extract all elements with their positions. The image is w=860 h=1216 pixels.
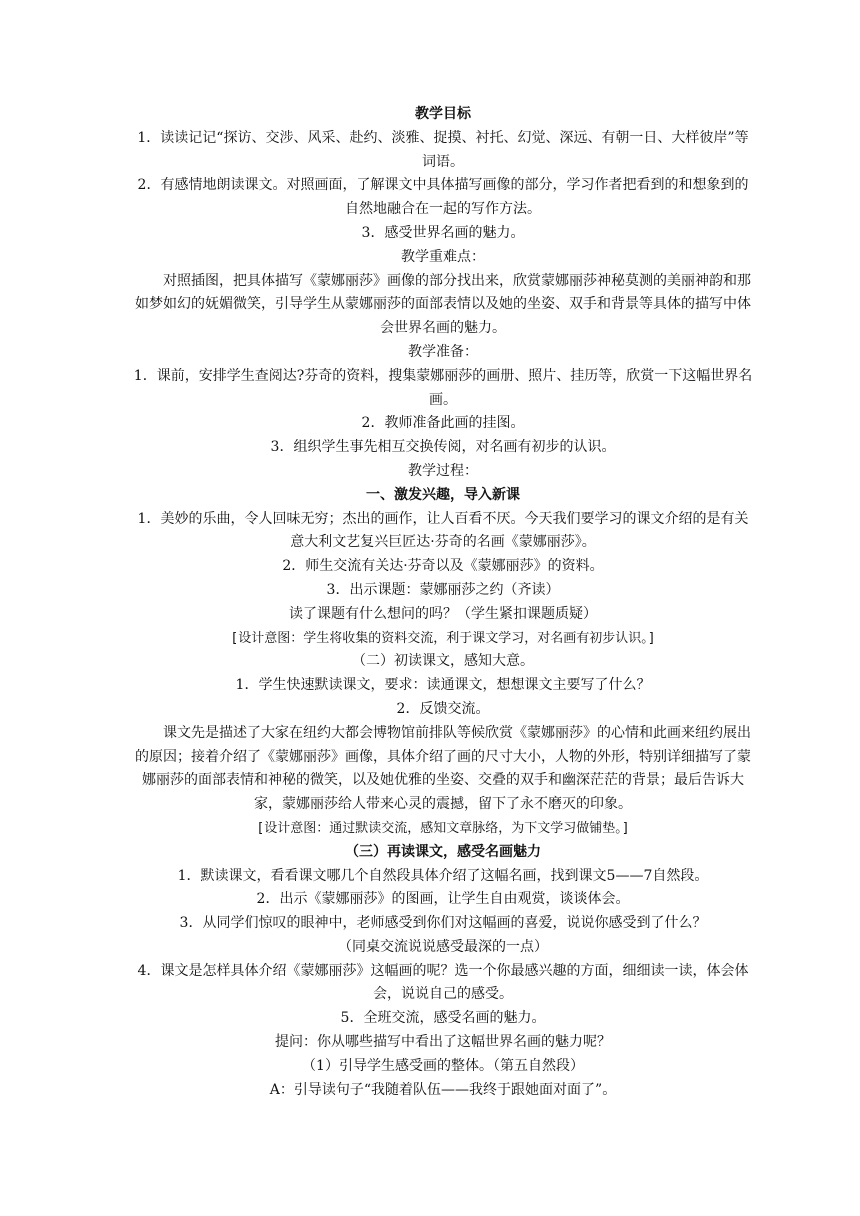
- section-3-item-1: 1．默读课文，看看课文哪几个自然段具体介绍了这幅名画，找到课文5——7自然段。: [177, 867, 709, 884]
- section-3-question: 提问：你从哪些描写中看出了这幅世界名画的魅力呢？: [275, 1034, 611, 1051]
- section-3-item-2: 2．出示《蒙娜丽莎》的图画，让学生自由观赏，谈谈体会。: [256, 891, 630, 908]
- section-1-item-4: 读了课题有什么想问的吗？（学生紧扣课题质疑）: [289, 605, 597, 622]
- section-3-sub-1: （1）引导学生感受画的整体。（第五自然段）: [302, 1057, 584, 1074]
- goal-item-2: 2．有感情地朗读课文。对照画面，了解课文中具体描写画像的部分，学习作者把看到的和想象到的自然地融合在一起的写作方法。: [137, 177, 749, 218]
- section-1-design-note: [设计意图：学生将收集的资料交流，利于课文学习，对名画有初步认识。]: [230, 630, 656, 646]
- section-1-item-2: 2．师生交流有关达·芬奇以及《蒙娜丽莎》的资料。: [282, 558, 604, 575]
- prep-item-3: 3．组织学生事先相互交换传阅，对名画有初步的认识。: [270, 439, 616, 456]
- key-points-text: 对照插图，把具体描写《蒙娜丽莎》画像的部分找出来，欣赏蒙娜丽莎神秘莫测的美丽神韵和那如梦如幻的妩媚微笑，引导学生从蒙娜丽莎的面部表情以及她的坐姿、双手和背景等具体的描写中体会世界名画的魅力。: [135, 272, 751, 337]
- section-1-item-1: 1．美妙的乐曲，令人回味无穷；杰出的画作，让人百看不厌。今天我们要学习的课文介绍的是有关意大利文艺复兴巨匠达·芬奇的名画《蒙娜丽莎》。: [137, 510, 749, 551]
- section-2-summary: 课文先是描述了大家在纽约大都会博物馆前排队等候欣赏《蒙娜丽莎》的心情和此画来纽约展出的原因；接着介绍了《蒙娜丽莎》画像，具体介绍了画的尺寸大小，人物的外形，特别详细描写了蒙娜丽莎的面部表情和神秘的微笑，以及她优雅的坐姿、交叠的双手和幽深茫茫的背景；最后告诉大家，蒙娜丽莎给人带来心灵的震撼，留下了永不磨灭的印象。: [135, 724, 751, 813]
- section-1-item-3: 3．出示课题：蒙娜丽莎之约（齐读）: [326, 581, 560, 598]
- goal-item-3: 3．感受世界名画的魅力。: [361, 224, 525, 241]
- heading-teaching-goals: 教学目标: [415, 106, 471, 122]
- heading-preparation: 教学准备：: [408, 343, 478, 360]
- section-3-item-3: 3．从同学们惊叹的眼神中，老师感受到你们对这幅画的喜爱，说说你感受到了什么？: [179, 915, 707, 932]
- section-3-item-3-note: （同桌交流说说感受最深的一点）: [338, 938, 548, 955]
- heading-process: 教学过程：: [408, 462, 478, 479]
- section-1-title: 一、激发兴趣，导入新课: [366, 486, 520, 503]
- prep-item-1: 1．课前，安排学生查阅达?芬奇的资料，搜集蒙娜丽莎的画册、照片、挂历等，欣赏一下这幅世界名画。: [133, 367, 753, 408]
- section-3-title: （三）再读课文，感受名画魅力: [345, 843, 541, 860]
- section-2-item-2: 2．反馈交流。: [396, 700, 490, 717]
- section-3-item-4: 4．课文是怎样具体介绍《蒙娜丽莎》这幅画的呢？选一个你最感兴趣的方面，细细读一读，体会体会，说说自己的感受。: [137, 962, 749, 1003]
- section-3-item-5: 5．全班交流，感受名画的魅力。: [340, 1010, 546, 1027]
- prep-item-2: 2．教师准备此画的挂图。: [361, 415, 525, 432]
- section-2-title: （二）初读课文，感知大意。: [352, 653, 534, 670]
- section-3-sub-a: A：引导读句子“我随着队伍——我终于跟她面对面了”。: [269, 1081, 617, 1098]
- section-2-item-1: 1．学生快速默读课文，要求：读通课文，想想课文主要写了什么？: [235, 677, 651, 694]
- section-2-design-note: [设计意图：通过默读交流，感知文章脉络，为下文学习做铺垫。]: [256, 820, 630, 836]
- goal-item-1: 1．读读记记“探访、交涉、风采、赴约、淡雅、捉摸、衬托、幻觉、深远、有朝一日、大样彼岸”等词语。: [137, 129, 749, 170]
- document-page: [132, 103, 754, 1102]
- heading-key-points: 教学重难点：: [401, 248, 485, 265]
